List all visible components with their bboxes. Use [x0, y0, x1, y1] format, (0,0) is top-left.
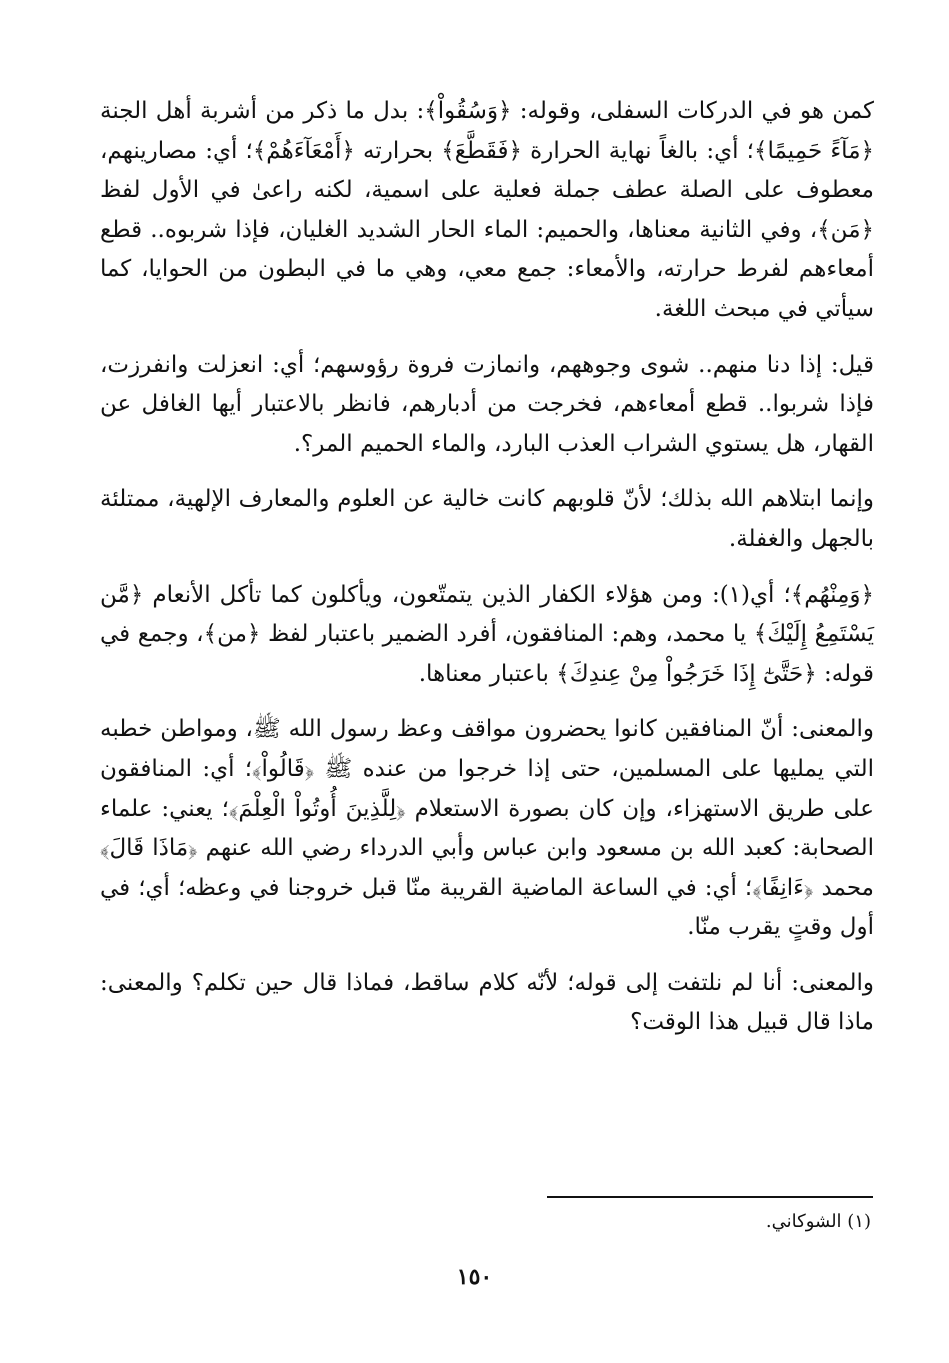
- paragraph-4: ﴿وَمِنْهُم﴾؛ أي(١): ومن هؤلاء الكفار الذين يتمتّعون، ويأكلون كما تأكل الأنعام ﴿مَّن يَسْتَمِعُ إِلَيْكَ﴾ يا محمد، وهم: المنافقون، أفرد الضمير باعتبار لفظ ﴿من﴾، وجمع في قوله: ﴿حَتَّىٰٓ إِذَا خَرَجُواْ مِنْ عِندِكَ﴾ باعتبار معناها.: [100, 581, 874, 687]
- paragraph-6: والمعنى: أنا لم نلتفت إلى قوله؛ لأنّه كلام ساقط، فماذا قال حين تكلم؟ والمعنى: ماذا قال قبيل هذا الوقت؟: [100, 969, 874, 1036]
- footnote: (١) الشوكاني.: [765, 1211, 871, 1232]
- paragraph-3: وإنما ابتلاهم الله بذلك؛ لأنّ قلوبهم كانت خالية عن العلوم والمعارف الإلهية، ممتلئة بالجهل والغفلة.: [100, 486, 874, 552]
- page-number: ١٥٠: [456, 1264, 493, 1290]
- paragraph-1: كمن هو في الدركات السفلى، وقوله: ﴿وَسُقُواْ﴾: بدل ما ذكر من أشربة أهل الجنة ﴿مَآءً حَمِيمًا﴾؛ أي: بالغاً نهاية الحرارة ﴿فَقَطَّعَ﴾ بحرارته ﴿أَمْعَآءَهُمْ﴾؛ أي: مصارينهم، معطوف على الصلة عطف جملة فعلية على اسمية، لكنه راعىٰ في الأول لفظ ﴿مَن﴾، وفي الثانية معناها، والحميم: الماء الحار الشديد الغليان، فإذا شربوه.. قطع أمعاءهم لفرط حرارته، والأمعاء: جمع معي، وهي ما في البطون من الحوايا، كما سيأتي في مبحث اللغة.: [100, 98, 874, 322]
- main-text: [100, 92, 874, 1043]
- paragraph-2: قيل: إذا دنا منهم.. شوى وجوههم، وانمازت فروة رؤوسهم؛ أي: انعزلت وانفرزت، فإذا شربوا.. قطع أمعاءهم، فخرجت من أدبارهم، فانظر بالاعتبار أيها الغافل عن القهار، هل يستوي الشراب العذب البارد، والماء الحميم المر؟.: [100, 351, 874, 457]
- paragraph-5: والمعنى: أنّ المنافقين كانوا يحضرون مواقف وعظ رسول الله ﷺ، ومواطن خطبه التي يمليها على المسلمين، حتى إذا خرجوا من عنده ﷺ ﴿قَالُواْ﴾؛ أي: المنافقون على طريق الاستهزاء، وإن كان بصورة الاستعلام ﴿لِلَّذِينَ أُوتُواْ الْعِلْمَ﴾؛ يعني: علماء الصحابة: كعبد الله بن مسعود وابن عباس وأبي الدرداء رضي الله عنهم ﴿مَاذَا قَالَ﴾ محمد ﴿ءَانِفًا﴾؛ أي: في الساعة الماضية القريبة منّا قبل خروجنا في وعظه؛ أي؛ في أول وقتٍ يقرب منّا.: [100, 716, 874, 941]
- footnote-divider: [547, 1196, 873, 1198]
